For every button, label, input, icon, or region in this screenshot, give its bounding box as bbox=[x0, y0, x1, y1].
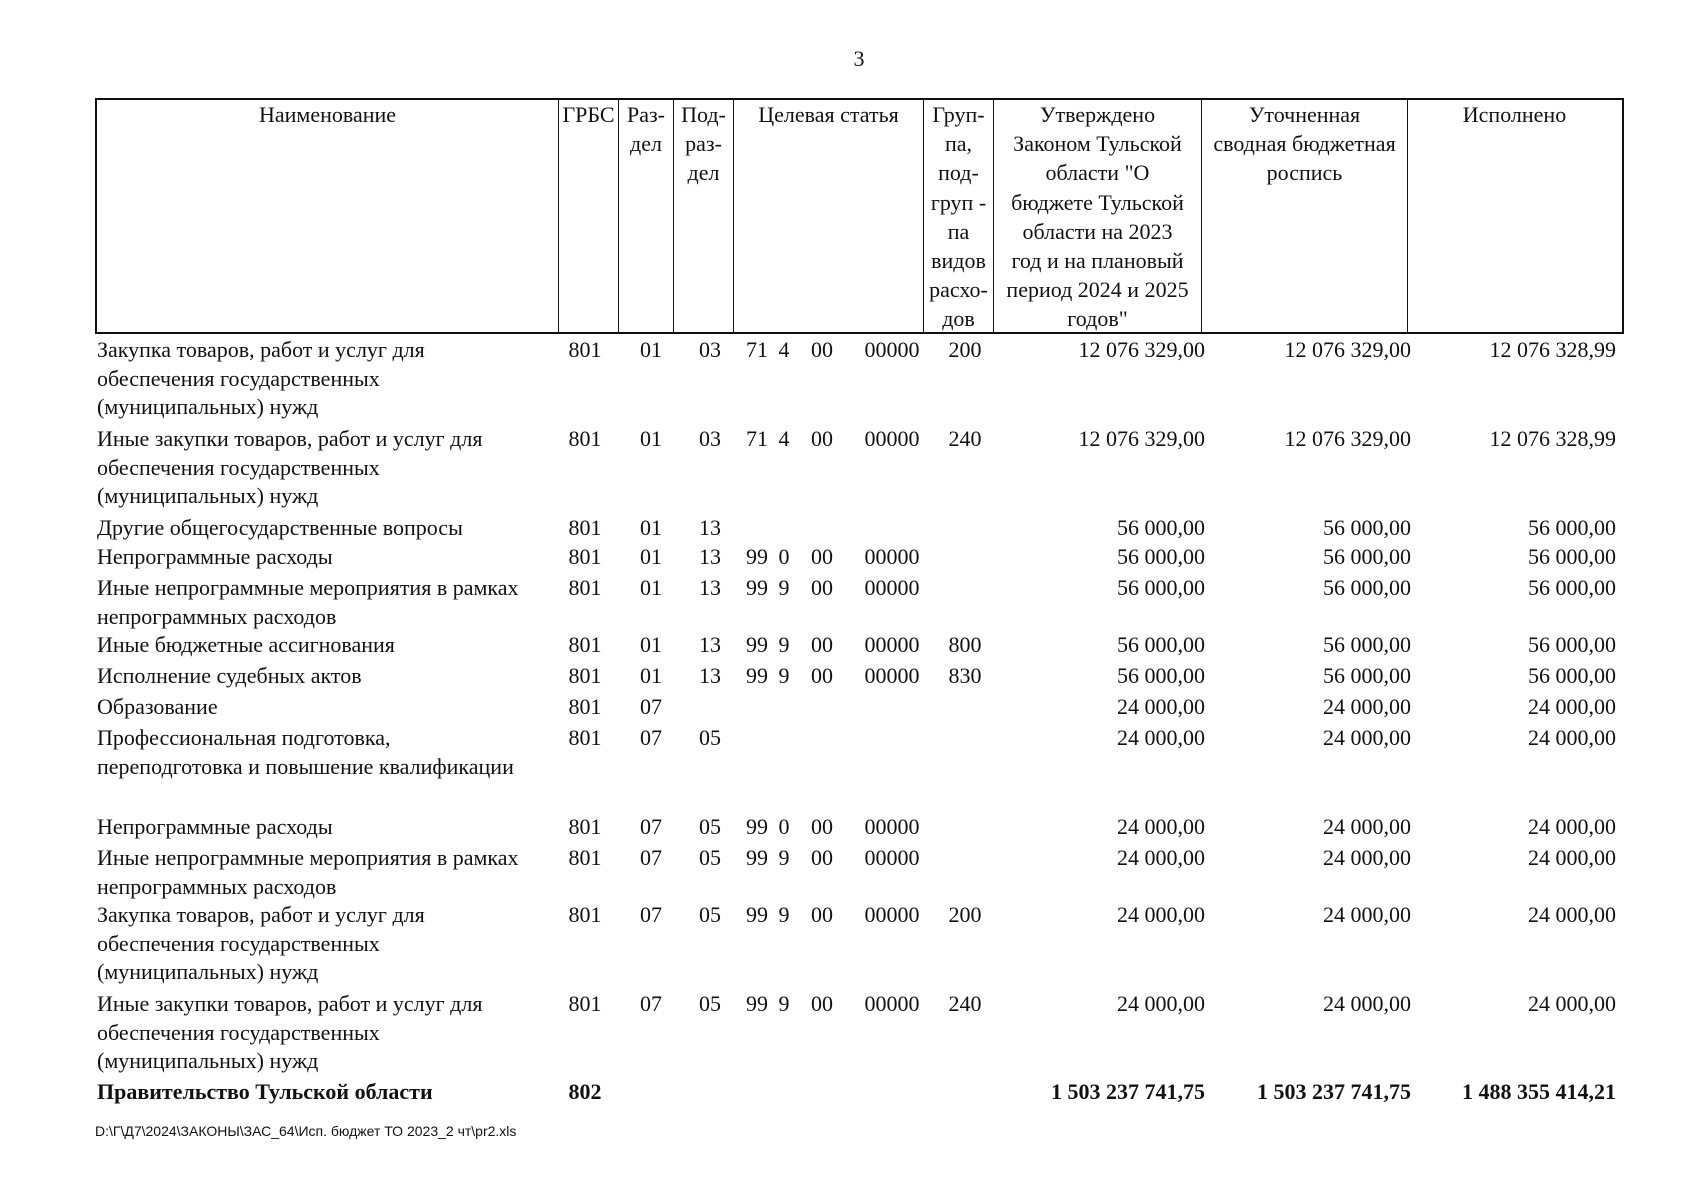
cell-name bbox=[97, 693, 557, 722]
cell-t1: 99 bbox=[746, 902, 768, 927]
cell-utoch: 12 076 329,00 bbox=[1284, 426, 1411, 451]
cell-podrazdel: 05 bbox=[699, 845, 721, 870]
cell-name-line: Непрограммные расходы bbox=[97, 814, 333, 839]
cell-vid: 240 bbox=[948, 991, 982, 1016]
header-vid-line: под- bbox=[938, 160, 979, 186]
header-utverzhdeno bbox=[994, 100, 1202, 332]
cell-t3: 00 bbox=[811, 337, 833, 362]
cell-grbs: 801 bbox=[568, 663, 602, 688]
cell-name bbox=[97, 813, 557, 842]
cell-name-line: (муниципальных) нужд bbox=[97, 483, 319, 509]
header-utverzhdeno-line: Утверждено bbox=[1039, 102, 1156, 127]
cell-isp: 12 076 328,99 bbox=[1489, 337, 1616, 362]
page-number: 3 bbox=[853, 46, 865, 71]
cell-t4: 00000 bbox=[864, 544, 920, 569]
header-utverzhdeno-line: Законом Тульской bbox=[1013, 131, 1182, 157]
cell-isp: 56 000,00 bbox=[1528, 515, 1616, 540]
header-ispolneno-line: Исполнено bbox=[1462, 102, 1567, 127]
cell-name-line: Закупка товаров, работ и услуг для bbox=[97, 337, 425, 362]
cell-name-line: Иные закупки товаров, работ и услуг для bbox=[97, 991, 483, 1016]
header-vid-line: груп - bbox=[930, 189, 987, 215]
cell-t4: 00000 bbox=[864, 845, 920, 870]
table-header bbox=[95, 98, 1624, 334]
cell-utv: 24 000,00 bbox=[1117, 991, 1205, 1016]
header-vid-line: па bbox=[947, 218, 970, 244]
cell-razdel: 01 bbox=[640, 515, 662, 540]
cell-name-line: обеспечения государственных bbox=[97, 365, 380, 391]
cell-grbs: 801 bbox=[568, 515, 602, 540]
cell-t3: 00 bbox=[811, 845, 833, 870]
cell-utv: 24 000,00 bbox=[1117, 725, 1205, 750]
cell-utoch: 24 000,00 bbox=[1323, 902, 1411, 927]
cell-podrazdel: 03 bbox=[699, 337, 721, 362]
cell-t4: 00000 bbox=[864, 991, 920, 1016]
cell-t1: 99 bbox=[746, 845, 768, 870]
cell-isp: 24 000,00 bbox=[1528, 902, 1616, 927]
cell-utoch: 56 000,00 bbox=[1323, 632, 1411, 657]
cell-utoch: 24 000,00 bbox=[1323, 991, 1411, 1016]
cell-podrazdel: 13 bbox=[699, 544, 721, 569]
cell-name bbox=[97, 425, 557, 511]
cell-razdel: 07 bbox=[640, 725, 662, 750]
cell-utv: 56 000,00 bbox=[1117, 663, 1205, 688]
cell-name bbox=[97, 901, 557, 987]
cell-utoch: 56 000,00 bbox=[1323, 575, 1411, 600]
cell-t2: 0 bbox=[778, 814, 790, 839]
cell-grbs: 801 bbox=[568, 337, 602, 362]
cell-vid: 240 bbox=[948, 426, 982, 451]
header-name-line: Наименование bbox=[258, 102, 397, 127]
cell-razdel: 01 bbox=[640, 575, 662, 600]
cell-name-line: обеспечения государственных bbox=[97, 930, 380, 956]
cell-t2: 9 bbox=[778, 663, 790, 688]
cell-razdel: 07 bbox=[640, 902, 662, 927]
cell-name bbox=[97, 844, 557, 901]
cell-utv: 1 503 237 741,75 bbox=[1051, 1079, 1205, 1104]
cell-name-line: Иные непрограммные мероприятия в рамках bbox=[97, 845, 519, 870]
cell-name-line: непрограммных расходов bbox=[97, 603, 337, 629]
cell-isp: 56 000,00 bbox=[1528, 575, 1616, 600]
cell-isp: 24 000,00 bbox=[1528, 845, 1616, 870]
cell-razdel: 01 bbox=[640, 337, 662, 362]
header-podrazdel bbox=[674, 100, 734, 332]
header-utverzhdeno-line: период 2024 и 2025 bbox=[1006, 277, 1189, 303]
cell-vid: 800 bbox=[948, 632, 982, 657]
cell-podrazdel: 05 bbox=[699, 814, 721, 839]
cell-name-line: обеспечения государственных bbox=[97, 1019, 380, 1045]
cell-isp: 24 000,00 bbox=[1528, 694, 1616, 719]
header-podrazdel-line: раз- bbox=[685, 131, 722, 157]
cell-isp: 24 000,00 bbox=[1528, 814, 1616, 839]
cell-t2: 9 bbox=[778, 991, 790, 1016]
cell-t3: 00 bbox=[811, 632, 833, 657]
header-utverzhdeno-line: год и на плановый bbox=[1011, 248, 1184, 274]
cell-name-line: Иные бюджетные ассигнования bbox=[97, 632, 395, 657]
cell-podrazdel: 05 bbox=[699, 991, 721, 1016]
cell-utoch: 24 000,00 bbox=[1323, 814, 1411, 839]
cell-name bbox=[97, 543, 557, 572]
header-vid-line: дов bbox=[942, 306, 975, 332]
header-tselevaya bbox=[734, 100, 924, 332]
cell-razdel: 01 bbox=[640, 544, 662, 569]
cell-vid: 830 bbox=[948, 663, 982, 688]
header-razdel-line: Раз- bbox=[626, 102, 666, 127]
cell-t4: 00000 bbox=[864, 426, 920, 451]
cell-name-line: Исполнение судебных актов bbox=[97, 663, 362, 688]
cell-razdel: 07 bbox=[640, 991, 662, 1016]
cell-utoch: 12 076 329,00 bbox=[1284, 337, 1411, 362]
cell-grbs: 801 bbox=[568, 544, 602, 569]
cell-grbs: 801 bbox=[568, 845, 602, 870]
header-razdel bbox=[619, 100, 674, 332]
header-grbs bbox=[559, 100, 619, 332]
cell-name-line: Иные непрограммные мероприятия в рамках bbox=[97, 575, 519, 600]
cell-utoch: 56 000,00 bbox=[1323, 544, 1411, 569]
cell-isp: 24 000,00 bbox=[1528, 991, 1616, 1016]
cell-name bbox=[97, 990, 557, 1076]
cell-utv: 56 000,00 bbox=[1117, 544, 1205, 569]
cell-utoch: 56 000,00 bbox=[1323, 515, 1411, 540]
cell-utoch: 56 000,00 bbox=[1323, 663, 1411, 688]
cell-isp: 56 000,00 bbox=[1528, 632, 1616, 657]
header-name bbox=[97, 100, 559, 332]
cell-utv: 12 076 329,00 bbox=[1078, 426, 1205, 451]
cell-utv: 24 000,00 bbox=[1117, 814, 1205, 839]
cell-t1: 71 bbox=[746, 426, 768, 451]
cell-t1: 71 bbox=[746, 337, 768, 362]
header-utverzhdeno-line: области на 2023 bbox=[1022, 218, 1173, 244]
file-path: D:\Г\Д7\2024\ЗАКОНЫ\ЗАС_64\Исп. бюджет ТО 2023_2 чт\pr2.xls bbox=[95, 1123, 517, 1139]
cell-name bbox=[97, 662, 557, 691]
cell-utv: 56 000,00 bbox=[1117, 575, 1205, 600]
cell-name bbox=[97, 336, 557, 422]
cell-grbs: 801 bbox=[568, 725, 602, 750]
header-vid-line: расхо- bbox=[929, 277, 988, 303]
cell-name-line: Другие общегосударственные вопросы bbox=[97, 515, 463, 540]
cell-grbs: 802 bbox=[568, 1079, 602, 1104]
cell-t2: 0 bbox=[778, 544, 790, 569]
cell-utv: 12 076 329,00 bbox=[1078, 337, 1205, 362]
cell-t1: 99 bbox=[746, 991, 768, 1016]
cell-grbs: 801 bbox=[568, 426, 602, 451]
cell-t2: 9 bbox=[778, 632, 790, 657]
cell-t1: 99 bbox=[746, 544, 768, 569]
header-vid bbox=[924, 100, 994, 332]
header-vid-line: па, bbox=[944, 131, 973, 157]
cell-vid: 200 bbox=[948, 337, 982, 362]
cell-name bbox=[97, 514, 557, 543]
cell-t3: 00 bbox=[811, 575, 833, 600]
cell-t3: 00 bbox=[811, 991, 833, 1016]
header-tselevaya-line: Целевая статья bbox=[758, 102, 899, 127]
cell-t2: 9 bbox=[778, 845, 790, 870]
cell-utv: 24 000,00 bbox=[1117, 694, 1205, 719]
cell-isp: 56 000,00 bbox=[1528, 663, 1616, 688]
cell-name bbox=[97, 724, 557, 781]
cell-podrazdel: 05 bbox=[699, 725, 721, 750]
cell-razdel: 07 bbox=[640, 845, 662, 870]
cell-grbs: 801 bbox=[568, 694, 602, 719]
cell-razdel: 01 bbox=[640, 426, 662, 451]
cell-name bbox=[97, 631, 557, 660]
cell-grbs: 801 bbox=[568, 902, 602, 927]
cell-razdel: 01 bbox=[640, 632, 662, 657]
cell-t3: 00 bbox=[811, 663, 833, 688]
cell-t3: 00 bbox=[811, 814, 833, 839]
header-podrazdel-line: Под- bbox=[681, 102, 726, 127]
cell-t3: 00 bbox=[811, 544, 833, 569]
cell-utoch: 24 000,00 bbox=[1323, 845, 1411, 870]
header-razdel-line: дел bbox=[630, 131, 662, 157]
header-utochnennaya-line: Уточненная bbox=[1248, 102, 1361, 127]
header-utverzhdeno-line: годов" bbox=[1067, 306, 1128, 332]
cell-name-line: (муниципальных) нужд bbox=[97, 1048, 319, 1074]
cell-t4: 00000 bbox=[864, 632, 920, 657]
cell-name-line: (муниципальных) нужд bbox=[97, 394, 319, 420]
cell-grbs: 801 bbox=[568, 575, 602, 600]
cell-podrazdel: 13 bbox=[699, 663, 721, 688]
header-utochnennaya-line: роспись bbox=[1266, 160, 1343, 186]
cell-razdel: 07 bbox=[640, 694, 662, 719]
cell-t2: 9 bbox=[778, 575, 790, 600]
cell-name-line: Профессиональная подготовка, bbox=[97, 725, 391, 750]
header-vid-line: видов bbox=[931, 248, 986, 274]
cell-t3: 00 bbox=[811, 902, 833, 927]
cell-t4: 00000 bbox=[864, 337, 920, 362]
cell-utoch: 24 000,00 bbox=[1323, 694, 1411, 719]
cell-grbs: 801 bbox=[568, 632, 602, 657]
header-vid-line: Груп- bbox=[932, 102, 985, 127]
cell-t1: 99 bbox=[746, 575, 768, 600]
cell-isp: 1 488 355 414,21 bbox=[1462, 1079, 1616, 1104]
cell-isp: 12 076 328,99 bbox=[1489, 426, 1616, 451]
cell-name-line: непрограммных расходов bbox=[97, 873, 337, 899]
cell-name bbox=[97, 1078, 557, 1107]
cell-t4: 00000 bbox=[864, 814, 920, 839]
cell-t1: 99 bbox=[746, 663, 768, 688]
cell-name-line: (муниципальных) нужд bbox=[97, 959, 319, 985]
cell-utoch: 1 503 237 741,75 bbox=[1257, 1079, 1411, 1104]
cell-podrazdel: 05 bbox=[699, 902, 721, 927]
cell-t4: 00000 bbox=[864, 902, 920, 927]
cell-razdel: 01 bbox=[640, 663, 662, 688]
cell-isp: 24 000,00 bbox=[1528, 725, 1616, 750]
header-utochnennaya bbox=[1202, 100, 1408, 332]
header-podrazdel-line: дел bbox=[687, 160, 720, 186]
cell-name-line: Правительство Тульской области bbox=[97, 1079, 433, 1104]
cell-t2: 4 bbox=[778, 426, 790, 451]
cell-name-line: обеспечения государственных bbox=[97, 454, 380, 480]
cell-vid: 200 bbox=[948, 902, 982, 927]
cell-name-line: переподготовка и повышение квалификации bbox=[97, 753, 514, 779]
cell-utoch: 24 000,00 bbox=[1323, 725, 1411, 750]
header-utverzhdeno-line: бюджете Тульской bbox=[1011, 189, 1184, 215]
header-utochnennaya-line: сводная бюджетная bbox=[1213, 131, 1396, 157]
header-utverzhdeno-line: области "О bbox=[1045, 160, 1150, 186]
cell-utv: 56 000,00 bbox=[1117, 632, 1205, 657]
cell-t2: 9 bbox=[778, 902, 790, 927]
cell-podrazdel: 13 bbox=[699, 575, 721, 600]
cell-grbs: 801 bbox=[568, 814, 602, 839]
cell-name-line: Непрограммные расходы bbox=[97, 544, 333, 569]
cell-utv: 56 000,00 bbox=[1117, 515, 1205, 540]
cell-utv: 24 000,00 bbox=[1117, 902, 1205, 927]
cell-t4: 00000 bbox=[864, 663, 920, 688]
cell-t1: 99 bbox=[746, 632, 768, 657]
cell-t3: 00 bbox=[811, 426, 833, 451]
cell-t1: 99 bbox=[746, 814, 768, 839]
cell-isp: 56 000,00 bbox=[1528, 544, 1616, 569]
cell-podrazdel: 03 bbox=[699, 426, 721, 451]
cell-podrazdel: 13 bbox=[699, 632, 721, 657]
cell-t2: 4 bbox=[778, 337, 790, 362]
cell-razdel: 07 bbox=[640, 814, 662, 839]
cell-utv: 24 000,00 bbox=[1117, 845, 1205, 870]
cell-name bbox=[97, 574, 557, 631]
cell-name-line: Иные закупки товаров, работ и услуг для bbox=[97, 426, 483, 451]
cell-podrazdel: 13 bbox=[699, 515, 721, 540]
cell-name-line: Закупка товаров, работ и услуг для bbox=[97, 902, 425, 927]
cell-name-line: Образование bbox=[97, 694, 218, 719]
header-grbs-line: ГРБС bbox=[562, 102, 615, 127]
cell-grbs: 801 bbox=[568, 991, 602, 1016]
header-ispolneno bbox=[1408, 100, 1621, 332]
cell-t4: 00000 bbox=[864, 575, 920, 600]
